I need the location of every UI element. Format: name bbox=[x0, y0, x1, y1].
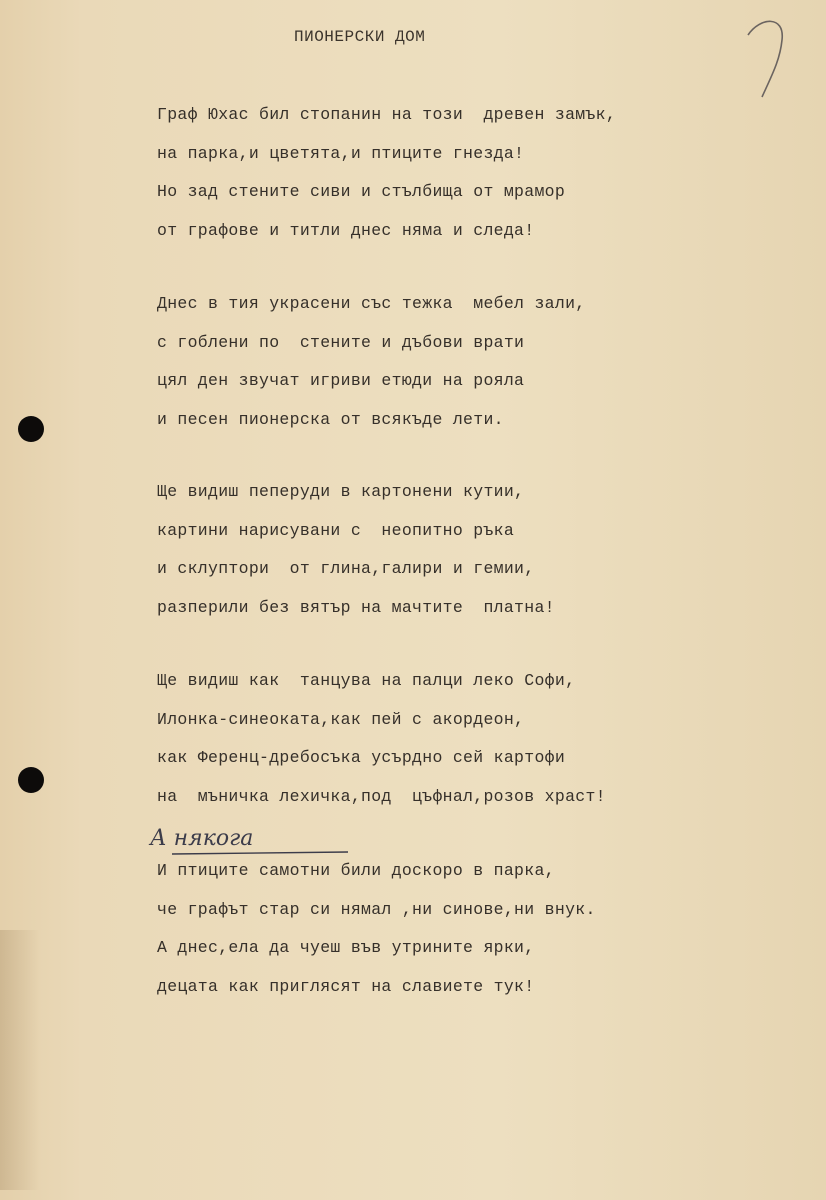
stanza-3 bbox=[157, 473, 555, 627]
verse-line: Ще видиш пеперуди в картонени кутии, bbox=[157, 482, 525, 501]
verse-line: на мъничка лехичка,под цъфнал,розов храст! bbox=[157, 786, 606, 806]
verse-line: цял ден звучат игриви етюди на рояла bbox=[157, 371, 525, 390]
stanza-1 bbox=[157, 96, 616, 250]
stanza-4 bbox=[157, 662, 606, 816]
verse-line: Но зад стените сиви и стълбища от мрамор bbox=[157, 182, 566, 201]
page-title: ПИОНЕРСКИ ДОМ bbox=[294, 28, 426, 46]
verse-line: от графове и титли днес няма и следа! bbox=[157, 220, 535, 240]
verse-line: Ще видиш как танцува на палци леко Софи, bbox=[157, 671, 576, 690]
verse-line: с гоблени по стените и дъбови врати bbox=[157, 332, 525, 352]
verse-line: и склуптори от глина,галири и гемии, bbox=[157, 559, 535, 578]
stanza-5 bbox=[157, 852, 596, 1006]
verse-line: И птиците самотни били доскоро в парка, bbox=[157, 861, 555, 880]
verse-line: как Ференц-дребосъка усърдно сей картофи bbox=[157, 748, 566, 767]
pencil-margin-mark bbox=[740, 15, 800, 105]
verse-line: разперили без вятър на мачтите платна! bbox=[157, 597, 555, 617]
verse-line: А днес,ела да чуеш във утрините ярки, bbox=[157, 938, 535, 957]
verse-line: Граф Юхас бил стопанин на този древен замък, bbox=[157, 105, 617, 124]
handwritten-annotation: А някога bbox=[150, 826, 254, 851]
punch-hole-top bbox=[18, 416, 44, 442]
paper-crease bbox=[0, 930, 40, 1190]
verse-line: децата как приглясят на славиете тук! bbox=[157, 976, 535, 996]
verse-line: на парка,и цветята,и птиците гнезда! bbox=[157, 143, 525, 163]
verse-line: Илонка-синеоката,как пей с акордеон, bbox=[157, 709, 525, 729]
stanza-2 bbox=[157, 285, 585, 439]
verse-line: че графът стар си нямал ,ни синове,ни внук. bbox=[157, 899, 596, 919]
verse-line: Днес в тия украсени със тежка мебел зали, bbox=[157, 294, 586, 313]
punch-hole-bottom bbox=[18, 767, 44, 793]
verse-line: и песен пионерска от всякъде лети. bbox=[157, 409, 504, 429]
verse-line: картини нарисувани с неопитно ръка bbox=[157, 520, 515, 540]
